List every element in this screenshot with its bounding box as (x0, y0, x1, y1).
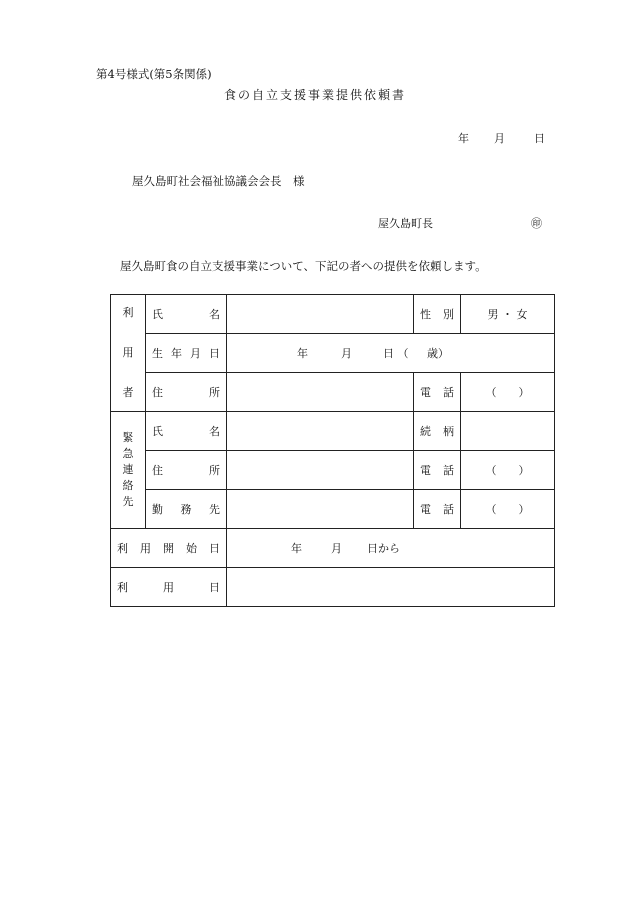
birth-month-label: 月 (341, 347, 352, 360)
user-section-label (111, 295, 146, 412)
addressee: 屋久島町社会福祉協議会会長 様 (132, 174, 305, 188)
table-row (111, 373, 555, 412)
emergency-address-field[interactable] (227, 451, 414, 490)
section-char: 用 (122, 346, 134, 359)
section-char: 絡 (122, 479, 134, 492)
start-year-label: 年 (291, 542, 302, 555)
start-date-label: 利 用 開 始 日 (111, 529, 227, 568)
sender-name: 屋久島町長 (378, 217, 433, 230)
usage-days-label: 利 用 日 (111, 568, 227, 607)
gender-label: 性 別 (414, 295, 461, 334)
relation-label: 続 柄 (414, 412, 461, 451)
table-row (111, 490, 555, 529)
request-form-table (110, 294, 555, 607)
user-address-field[interactable] (227, 373, 414, 412)
user-phone-label: 電 話 (414, 373, 461, 412)
form-number: 第4号様式(第5条関係) (96, 67, 212, 81)
request-text: 屋久島町食の自立支援事業について、下記の者への提供を依頼します。 (120, 259, 487, 273)
document-title: 食の自立支援事業提供依頼書 (223, 88, 406, 102)
section-char: 利 (122, 306, 134, 319)
birthdate-field[interactable] (227, 334, 555, 373)
table-row (111, 334, 555, 373)
birth-year-label: 年 (297, 347, 308, 360)
table-row (111, 568, 555, 607)
workplace-phone-field[interactable]: （ ） (461, 490, 555, 529)
relation-field[interactable] (461, 412, 555, 451)
gender-options[interactable]: 男 ・ 女 (461, 295, 555, 334)
section-char: 先 (122, 495, 134, 508)
emergency-section-label (111, 412, 146, 529)
date-year-label: 年 (458, 132, 469, 145)
seal-mark: ㊞ (531, 217, 542, 230)
start-month-label: 月 (331, 542, 342, 555)
date-month-label: 月 (494, 132, 505, 145)
emergency-phone-label: 電 話 (414, 451, 461, 490)
emergency-phone-field[interactable]: （ ） (461, 451, 555, 490)
user-address-label: 住 所 (146, 373, 227, 412)
birthdate-label: 生 年 月 日 (146, 334, 227, 373)
user-name-label: 氏 名 (146, 295, 227, 334)
section-char: 緊 (122, 431, 134, 444)
start-date-field[interactable] (227, 529, 555, 568)
table-row (111, 529, 555, 568)
user-phone-field[interactable]: （ ） (461, 373, 555, 412)
table-row (111, 412, 555, 451)
emergency-name-field[interactable] (227, 412, 414, 451)
date-day-label: 日 (534, 132, 545, 145)
emergency-name-label: 氏 名 (146, 412, 227, 451)
table-row (111, 451, 555, 490)
emergency-address-label: 住 所 (146, 451, 227, 490)
user-name-field[interactable] (227, 295, 414, 334)
usage-days-field[interactable] (227, 568, 555, 607)
section-char: 者 (122, 386, 134, 399)
workplace-field[interactable] (227, 490, 414, 529)
section-char: 連 (122, 463, 134, 476)
table-row (111, 295, 555, 334)
birth-day-label: 日 （ (383, 347, 409, 360)
issue-date (458, 130, 545, 146)
section-char: 急 (122, 447, 134, 460)
workplace-phone-label: 電 話 (414, 490, 461, 529)
workplace-label: 勤 務 先 (146, 490, 227, 529)
start-day-label: 日から (367, 542, 400, 555)
age-label: 歳） (427, 347, 449, 360)
